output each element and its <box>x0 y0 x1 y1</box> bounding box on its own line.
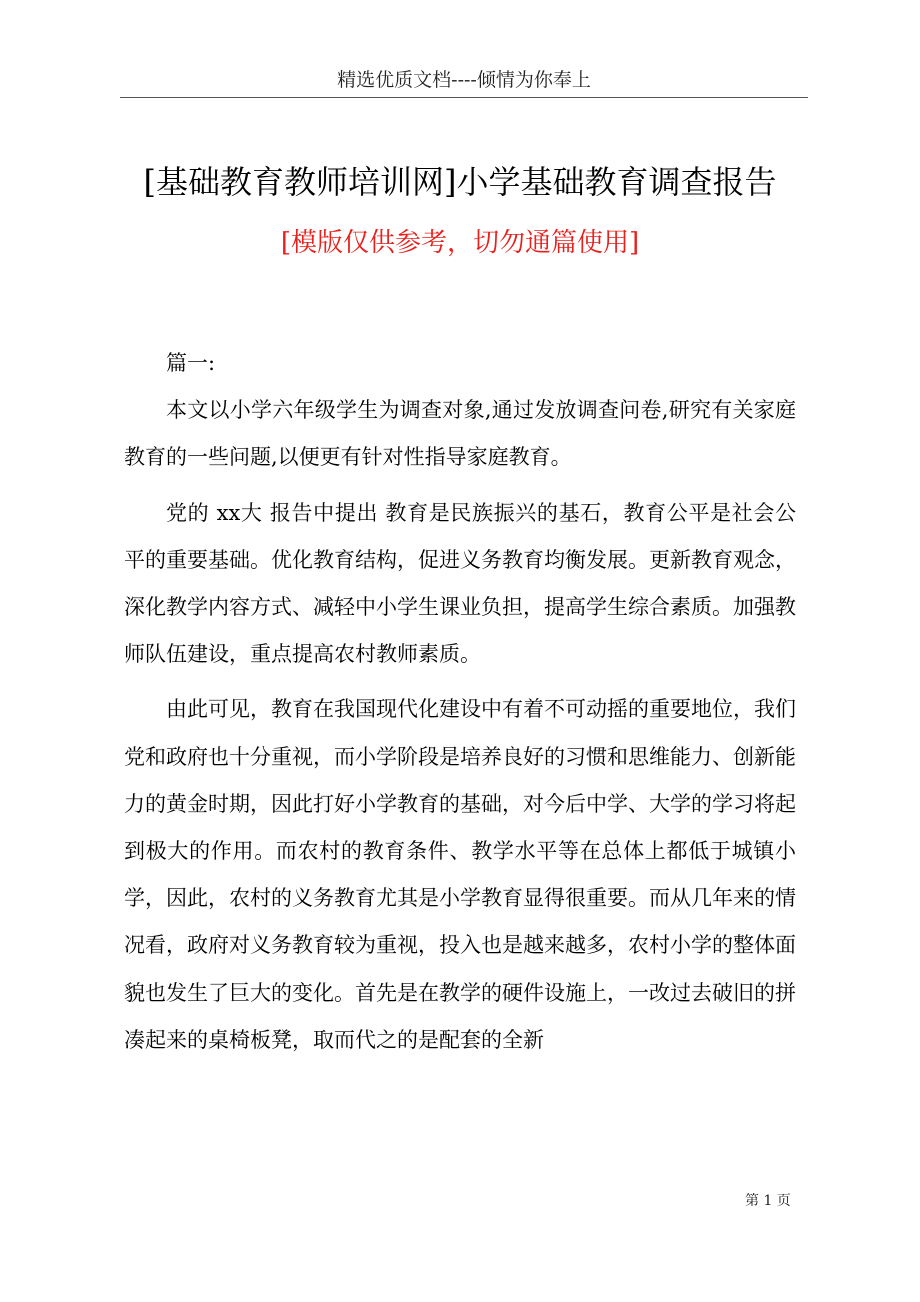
document-title: [基础教育教师培训网]小学基础教育调查报告 <box>143 163 777 201</box>
paragraph-2: 党的 xx大 报告中提出 教育是民族振兴的基石，教育公平是社会公平的重要基础。优化教育结构，促进义务教育均衡发展。更新教育观念，深化教学内容方式、减轻中小学生课业负担，提高学生综合素质。加强教师队伍建设，重点提高农村教师素质。 <box>124 500 796 667</box>
paragraph-3: 由此可见，教育在我国现代化建设中有着不可动摇的重要地位，我们党和政府也十分重视，而小学阶段是培养良好的习惯和思维能力、创新能力的黄金时期，因此打好小学教育的基础，对今后中学、大学的学习将起到极大的作用。而农村的教育条件、教学水平等在总体上都低于城镇小学，因此，农村的义务教育尤其是小学教育显得很重要。而从几年来的情况看，政府对义务教育较为重视，投入也是越来越多，农村小学的整体面貌也发生了巨大的变化。首先是在教学的硬件设施上，一改过去破旧的拼凑起来的桌椅板凳，取而代之的是配套的全新 <box>124 697 796 1052</box>
document-subtitle: [模版仅供参考，切勿通篇使用] <box>280 228 640 258</box>
paragraph-1: 本文以小学六年级学生为调查对象,通过发放调查问卷,研究有关家庭教育的一些问题,以便更有针对性指导家庭教育。 <box>124 398 796 470</box>
section-label: 篇一: <box>166 351 216 375</box>
document-body <box>124 340 796 1064</box>
page-number: 第 1 页 <box>745 1193 791 1209</box>
page-header: 精选优质文档----倾情为你奉上 <box>337 69 591 91</box>
header-divider <box>120 97 808 98</box>
